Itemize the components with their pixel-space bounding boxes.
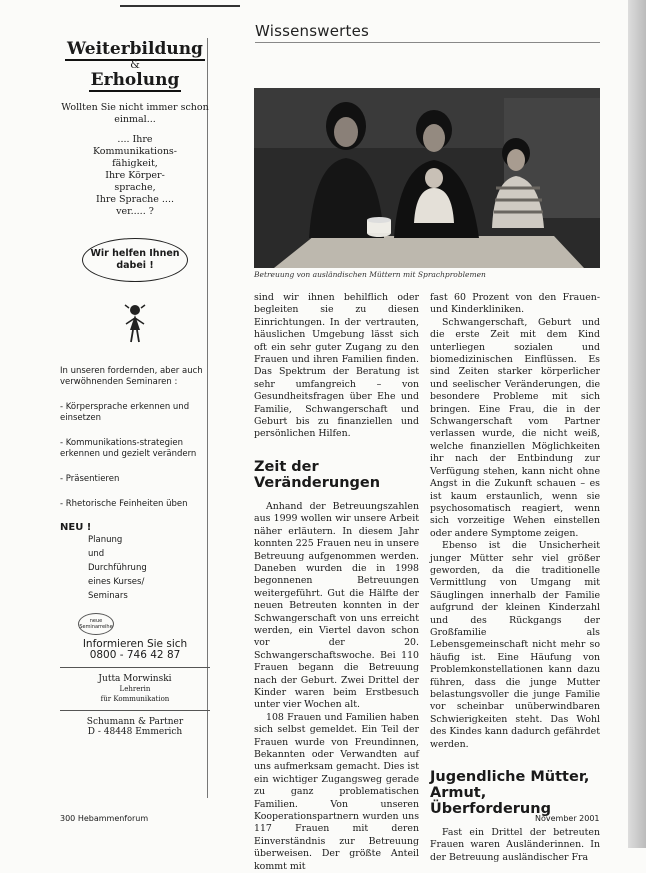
ad-info	[60, 639, 210, 661]
ad-info-label: Informieren Sie sich	[82, 638, 188, 650]
ad-list-item: fähigkeit,	[112, 158, 158, 169]
ad-new-item: Seminars	[88, 591, 128, 601]
photo-illustration	[254, 88, 600, 268]
ad-oval-badge: Wir helfen Ihnen dabei !	[82, 238, 188, 282]
ad-title	[60, 40, 210, 90]
scan-mark	[120, 5, 240, 7]
article-paragraph: fast 60 Prozent von den Frauen- und Kinderkliniken.	[430, 292, 600, 316]
ad-new-label: NEU !	[60, 522, 92, 533]
contact-name: Jutta Morwinski	[98, 674, 172, 684]
ad-list	[60, 134, 210, 218]
article-paragraph: Anhand der Betreuungszahlen aus 1999 wollen wir unsere Arbeit näher erläutern. In diesem Jahr konnten 225 Frauen neu in unsere Betreuung aufgenommen werden. Daneben wurden die in 1998 begonnenen Betreuungen weitergeführt. Gut die Hälfte der neuen Betreuten konnten in der Schwangerschaft von uns erreicht werden, ein Viertel davon schon vor der 20. Schwangerschaftswoche. Bei 110 Frauen begann die Betreuung nach der Geburt. Zwei Drittel der Kinder waren beim Erstbesuch unter vier Wochen alt.	[254, 500, 419, 711]
ad-body	[60, 366, 210, 510]
ad-seminar-item: - Präsentieren	[60, 474, 120, 484]
ad-list-item: Ihre Sprache ....	[95, 194, 174, 205]
ad-company	[60, 717, 210, 737]
ad-new-item: und	[88, 549, 105, 559]
ad-body-intro: In unseren fordernden, aber auch verwöhnenden Seminaren :	[60, 366, 203, 387]
page-edge	[628, 0, 646, 848]
ad-seminar-item: - Rhetorische Feinheiten üben	[60, 499, 188, 509]
article-paragraph: Fast ein Drittel der betreuten Frauen waren Ausländerinnen. In der Betreuung ausländischer Fra	[430, 827, 600, 863]
article-paragraph: sind wir ihnen behilflich oder begleiten sie zu diesen Einrichtungen. In der vertrauten, häuslichen Umgebung lässt sich oft ein sehr guter Zugang zu den Frauen und ihren Familien finden. Das Spektrum der Beratung ist sehr umfangreich – von Gesundheitsfragen über Ehe und Familie, Schwangerschaft und Geburt bis zu finanziellen und persönlichen Hilfen.	[254, 292, 419, 440]
ad-contact	[60, 674, 210, 704]
article-paragraph: Ebenso ist die Unsicherheit junger Mütter sehr viel größer geworden, da die traditionelle Vermittlung von Umgang mit Säuglingen innerhalb der Familie aufgrund der kleinen Kinderzahl und des Rückgangs der Großfamilie als Lebensgemeinschaft nicht mehr so häufig ist. Eine Häufung von Problemkonstellationen kann dazu führen, dass die junge Mutter belastungsvoller die junge Familie vor scheinbar unüberwindbaren Schwierigkeiten steht. Das Wohl des Kindes kann dadurch gefährdet werden.	[430, 540, 600, 750]
section-label: Wissenswertes	[255, 22, 370, 40]
ad-list-item: Ihre Körper-	[105, 170, 165, 181]
article-paragraph: 108 Frauen und Familien haben sich selbst gemeldet. Ein Teil der Frauen wurde von Freundinnen, Bekannten oder Verwandten auf uns aufmerksam gemacht. Dies ist ein wichtiger Zugangsweg gerade zu ganz problematischen Familien. Von unseren Kooperationspartnern wurden uns 117 Frauen mit deren Einverständnis zur Betreuung überweisen. Der größte Anteil kommt mit	[254, 711, 419, 872]
ad-list-item: sprache,	[114, 182, 156, 193]
company-name: Schumann & Partner	[86, 717, 184, 727]
ad-new-item: Planung	[88, 535, 123, 545]
company-address: D - 48448 Emmerich	[87, 727, 183, 737]
seminar-stamp: neue Seminarreihe	[78, 613, 114, 635]
article-paragraph: Schwangerschaft, Geburt und die erste Zeit mit dem Kind unterliegen sozialen und biomedizinischen Einflüssen. Es sind Zeiten starker körperlicher und seelischer Veränderungen, die besondere Probleme mit sich bringen. Eine Frau, die in der Schwangerschaft vom Partner verlassen wurde, die nicht weiß, welche finanziellen Möglichkeiten ihr nach der Entbindung zur Verfügung stehen, kann nicht ohne Angst in die Zukunft schauen – es ist kaum erstaunlich, wenn sie psychosomatisch reagiert, wenn sich vorzeitige Wehen einstellen oder andere Symptome zeigen.	[430, 316, 600, 539]
ad-divider	[60, 710, 210, 711]
photo-caption: Betreuung von ausländischen Müttern mit Sprachproblemen	[254, 270, 486, 279]
ad-list-item: Kommunikations-	[92, 146, 178, 157]
advertisement	[60, 32, 210, 797]
contact-role: für Kommunikation	[100, 695, 170, 703]
ad-title-amp: &	[130, 58, 140, 71]
ad-new-item: eines Kurses/	[88, 577, 145, 587]
article-heading: Jugendliche Mütter, Armut, Überforderung	[430, 769, 590, 818]
ad-new-list	[88, 533, 210, 603]
ad-list-item: .... Ihre	[117, 134, 153, 145]
ad-seminar-item: - Körpersprache erkennen und einsetzen	[60, 402, 190, 423]
ad-new-item: Durchführung	[88, 563, 147, 573]
article-photo	[254, 88, 600, 268]
header-rule	[255, 42, 600, 43]
figure-icon	[124, 304, 146, 344]
ad-list-item: ver..... ?	[116, 206, 154, 217]
ad-divider	[60, 667, 210, 668]
footer-right: November 2001	[535, 814, 600, 823]
footer-left: 300 Hebammenforum	[60, 814, 149, 823]
ad-title-line2: Erholung	[90, 70, 180, 90]
ad-intro: Wollten Sie nicht immer schon einmal...	[61, 102, 209, 125]
article-heading: Zeit der Veränderungen	[254, 458, 381, 491]
ad-title-line1: Weiterbildung	[67, 39, 203, 59]
article-column-right	[430, 292, 600, 864]
contact-role: Lehrerin	[119, 685, 151, 693]
ad-seminar-item: - Kommunikations-strategien erkennen und gezielt verändern	[60, 438, 197, 459]
ad-phone: 0800 - 746 42 87	[89, 649, 181, 661]
article-column-left	[254, 292, 419, 873]
